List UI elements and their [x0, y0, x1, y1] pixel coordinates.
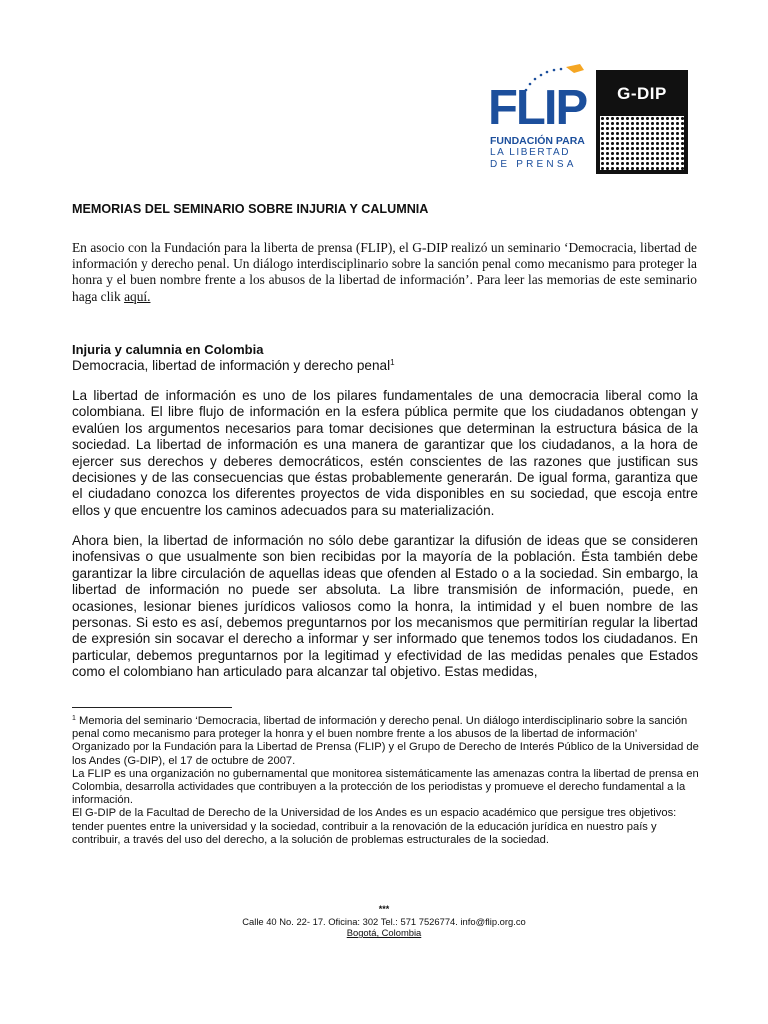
gdip-logo	[596, 70, 688, 174]
document-title: MEMORIAS DEL SEMINARIO SOBRE INJURIA Y CALUMNIA	[72, 202, 429, 216]
section-title: Injuria y calumnia en Colombia	[72, 342, 264, 357]
body-paragraph: La libertad de información es uno de los pilares fundamentales de una democracia liberal como la colombiana. El libre flujo de información en la esfera pública permite que los ciudadanos obtengan y evalúen los argumentos necesarios para tomar decisiones que determinan la estructura básica de la sociedad. La libertad de información es una manera de garantizar que los ciudadanos, a la hora de ejercer sus derechos y deberes democráticos, estén conscientes de las razones que justifican sus decisiones y de las consecuencias que éstas probablemente generarán. De igual forma, garantiza que el ciudadano conozca los diferentes proyectos de vida disponibles en su sociedad, que escoja entre ellos y que encuentre los caminos adecuados para su materialización.	[72, 388, 698, 518]
flip-tagline-line2: LA LIBERTAD	[490, 147, 571, 158]
memorias-link[interactable]: aquí.	[124, 288, 151, 304]
footnote-ref[interactable]: 1	[390, 358, 395, 367]
footnote-divider	[72, 707, 232, 708]
footer-separator: ***	[378, 904, 390, 914]
footnote-item: La FLIP es una organización no gubernamental que monitorea sistemáticamente las amenazas contra la libertad de prensa en Colombia, desarrolla actividades que contribuyen a la protección de los periodistas y promueve el derecho fundamental a la información.	[72, 767, 699, 807]
footer-address: Calle 40 No. 22- 17. Oficina: 302 Tel.: 571 7526774. info@flip.org.co	[242, 915, 526, 927]
footnote-text: Memoria del seminario ‘Democracia, libertad de información y derecho penal. Un diálogo interdisciplinario sobre la sanción penal como mecanismo para proteger la honra y el buen nombre frente a los abusos de la libertad de información’	[72, 715, 688, 741]
footnotes	[72, 712, 700, 847]
page-footer	[0, 904, 768, 939]
footnote-marker: 1	[72, 715, 76, 722]
flip-tagline-line1: FUNDACIÓN PARA	[490, 135, 585, 147]
body-paragraph: Ahora bien, la libertad de información no sólo debe garantizar la difusión de ideas que se consideren inofensivas o que usualmente son bien recibidas por la mayoría de la población. Ésta también debe garantizar la libre circulación de aquellas ideas que ofenden al Estado o a la sociedad. Sin embargo, la libertad de información no puede ser absoluta. La libre transmisión de información, puede, en ocasiones, lesionar bienes jurídicos valiosos como la honra, la intimidad y el buen nombre de las personas. Si esto es así, debemos preguntarnos por los mecanismos que permitirían regular la libertad de expresión sin socavar el derecho a informar y ser informado que tenemos todos los ciudadanos. En particular, debemos preguntarnos por la legitimad y efectividad de las medidas penales que Estados como el colombiano han articulado para alcanzar tal objetivo. Estas medidas,	[72, 533, 698, 680]
intro-text: En asocio con la Fundación para la liberta de prensa (FLIP), el G-DIP realizó un seminario ‘Democracia, libertad de información y derecho penal. Un diálogo interdisciplinario sobre la sanción penal como mecanismo para proteger la honra y el buen nombre frente a los abusos de la libertad de información’. Para leer las memorias de este seminario haga clik	[72, 240, 697, 304]
flip-logo	[488, 60, 588, 172]
section-subtitle	[72, 358, 395, 373]
flip-tagline-line3: DE PRENSA	[490, 159, 577, 170]
footnote-item: El G-DIP de la Facultad de Derecho de la Universidad de los Andes es un espacio académico que persigue tres objetivos: tender puentes entre la universidad y la sociedad, contribuir a la renovación de la educación jurídica en nuestro país y contribuir, a través del uso del derecho, a la solución de problemas estructurales de la sociedad.	[72, 807, 677, 846]
gdip-dot-pattern	[600, 116, 684, 170]
footnote-item	[72, 712, 700, 741]
intro-paragraph	[72, 240, 697, 305]
gdip-wordmark: G-DIP	[617, 84, 667, 103]
footnote-item: Organizado por la Fundación para la Libertad de Prensa (FLIP) y el Grupo de Derecho de Interés Público de la Universidad de los Andes (G-DIP), el 17 de octubre de 2007.	[72, 741, 699, 767]
section-subtitle-text: Democracia, libertad de información y derecho penal	[72, 358, 391, 373]
footer-city: Bogotá, Colombia	[346, 927, 422, 938]
flip-wordmark: FLIP	[488, 81, 587, 135]
